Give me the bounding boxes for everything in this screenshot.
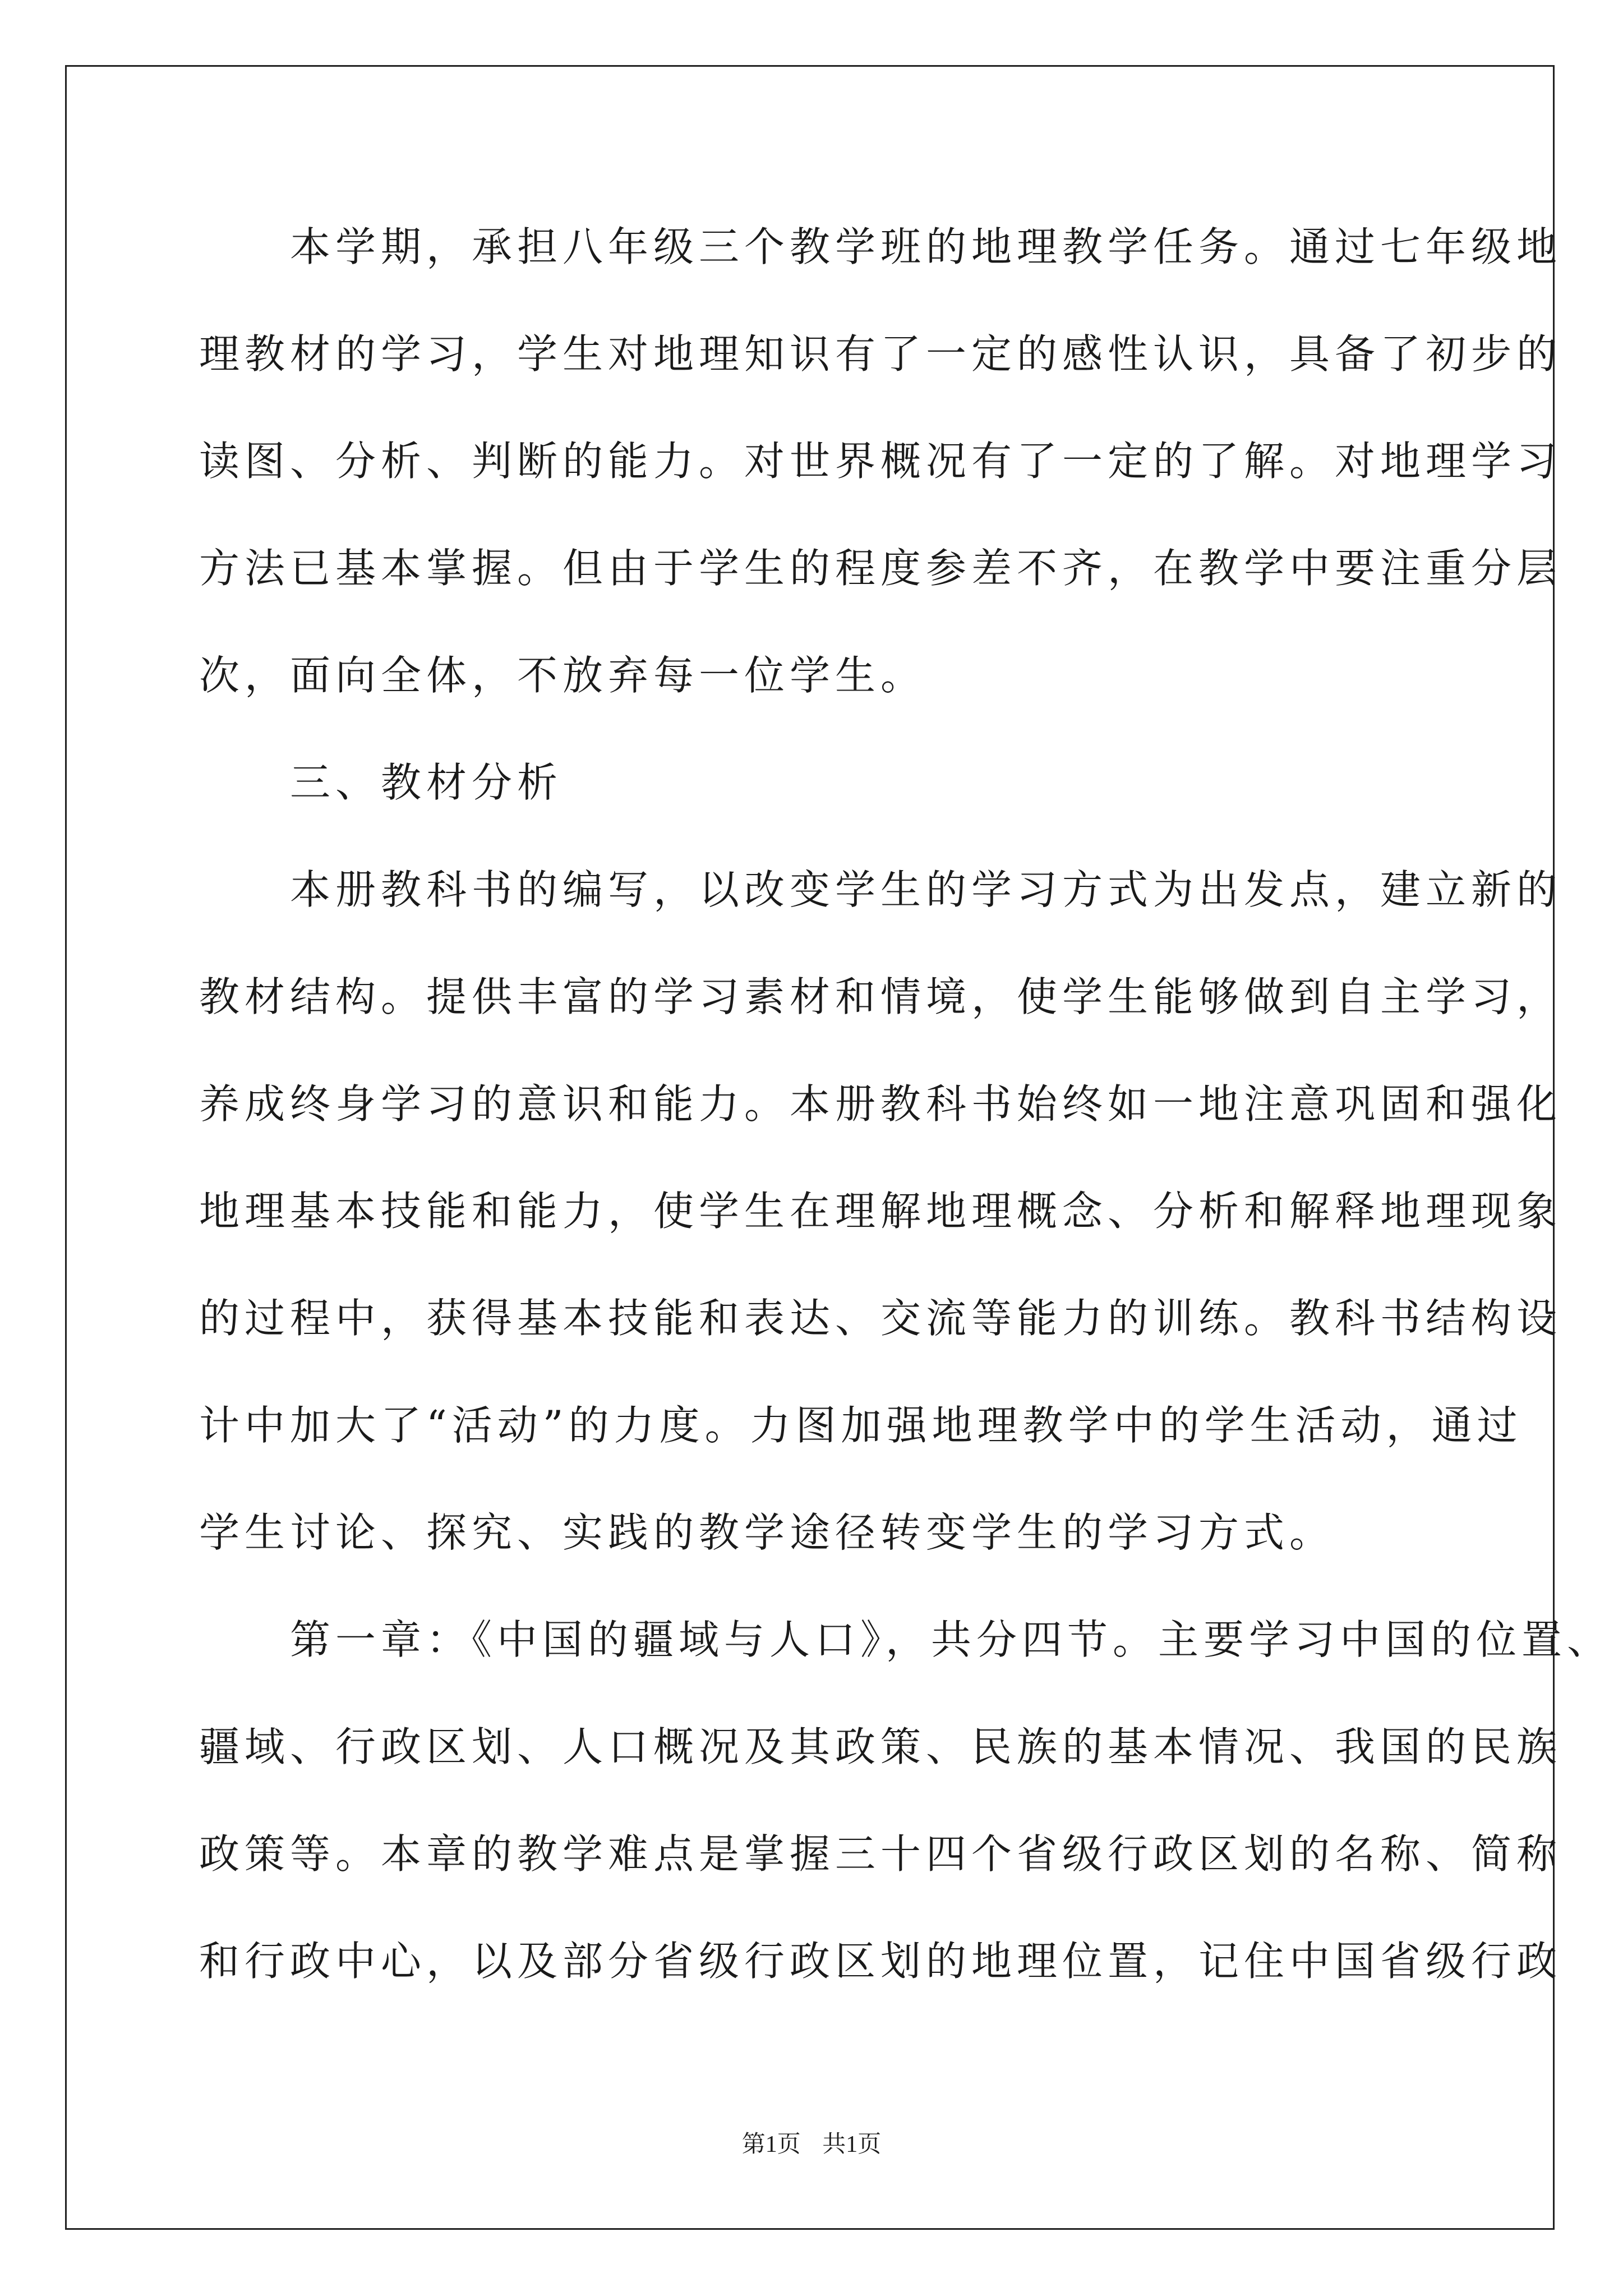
text-line: 政策等。本章的教学难点是掌握三十四个省级行政区划的名称、简称 bbox=[199, 1830, 1562, 1878]
section-heading: 三、教材分析 bbox=[199, 759, 563, 806]
text-line: 本册教科书的编写，以改变学生的学习方式为出发点，建立新的 bbox=[199, 866, 1562, 913]
text-line: 地理基本技能和能力，使学生在理解地理概念、分析和解释地理现象 bbox=[199, 1188, 1562, 1235]
text-line: 读图、分析、判断的能力。对世界概况有了一定的了解。对地理学习 bbox=[199, 438, 1562, 485]
text-line: 疆域、行政区划、人口概况及其政策、民族的基本情况、我国的民族 bbox=[199, 1723, 1562, 1770]
text-line: 计中加大了“活动”的力度。力图加强地理教学中的学生活动，通过 bbox=[199, 1402, 1523, 1449]
page-total: 共1页 bbox=[822, 2132, 882, 2157]
page-footer bbox=[0, 2129, 1623, 2160]
page-number: 第1页 bbox=[741, 2132, 801, 2157]
text-line: 教材结构。提供丰富的学习素材和情境，使学生能够做到自主学习， bbox=[199, 973, 1562, 1020]
text-line: 次，面向全体，不放弃每一位学生。 bbox=[199, 652, 926, 699]
text-line: 方法已基本掌握。但由于学生的程度参差不齐，在教学中要注重分层 bbox=[199, 545, 1562, 592]
text-line: 学生讨论、探究、实践的教学途径转变学生的学习方式。 bbox=[199, 1509, 1335, 1556]
text-line: 本学期，承担八年级三个教学班的地理教学任务。通过七年级地 bbox=[199, 223, 1562, 270]
page-border bbox=[65, 65, 1555, 2230]
text-line: 和行政中心，以及部分省级行政区划的地理位置，记住中国省级行政 bbox=[199, 1938, 1562, 1985]
text-line: 的过程中，获得基本技能和表达、交流等能力的训练。教科书结构设 bbox=[199, 1295, 1562, 1342]
text-line: 第一章：《中国的疆域与人口》，共分四节。主要学习中国的位置、 bbox=[199, 1616, 1613, 1663]
text-line: 养成终身学习的意识和能力。本册教科书始终如一地注意巩固和强化 bbox=[199, 1080, 1562, 1128]
text-line: 理教材的学习，学生对地理知识有了一定的感性认识，具备了初步的 bbox=[199, 330, 1562, 378]
